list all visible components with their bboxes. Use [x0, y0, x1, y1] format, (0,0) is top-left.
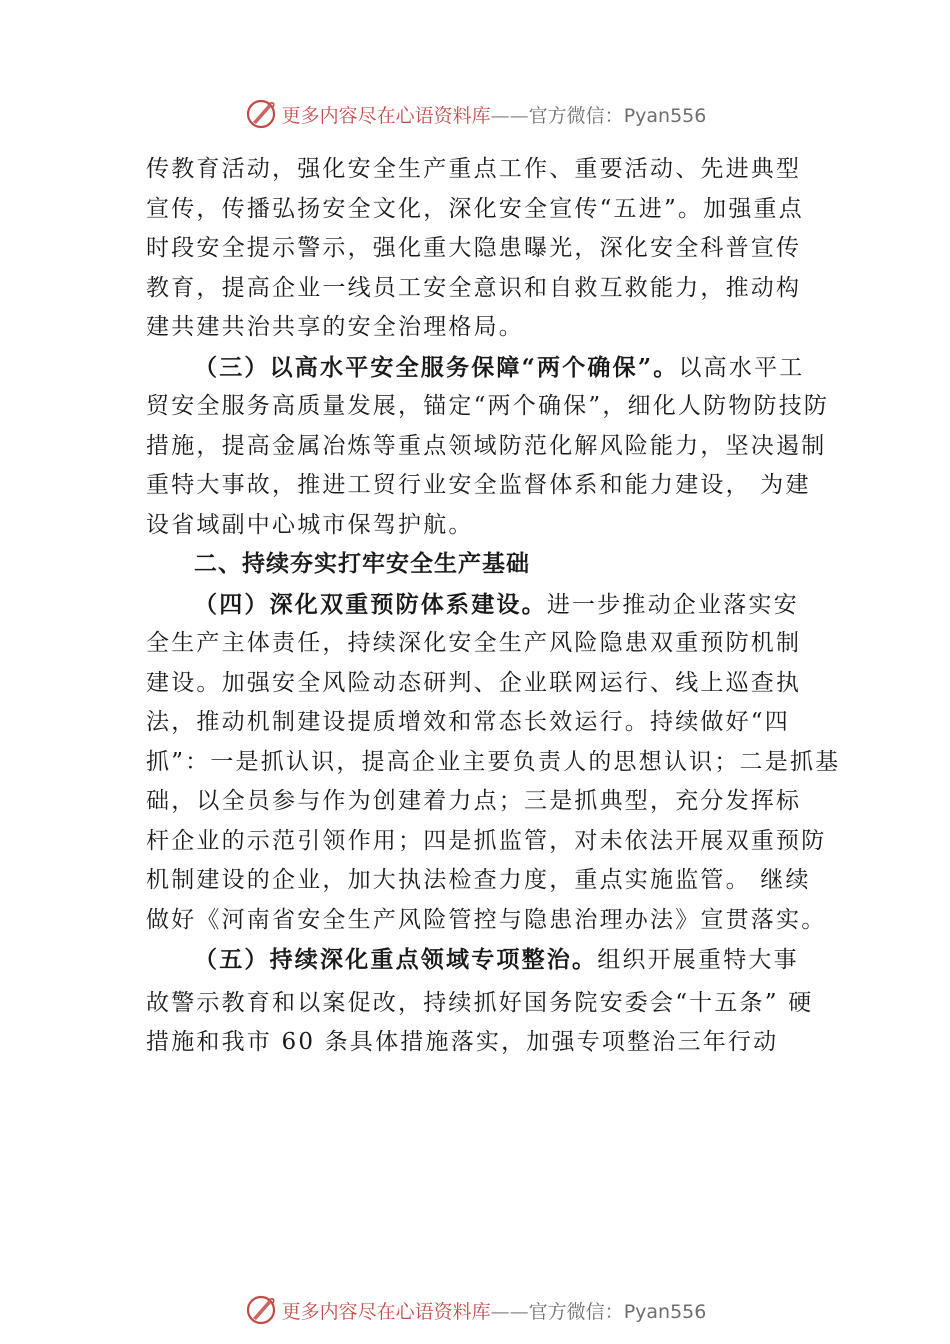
text-line: 础，以全员参与作为创建着力点；三是抓典型，充分发挥标 — [146, 788, 802, 814]
text-line: 故警示教育和以案促改，持续抓好国务院安委会“十五条” 硬 — [146, 989, 814, 1016]
text-line: 措施和我市 60 条具体措施落实，加强专项整治三年行动 — [146, 1029, 779, 1055]
text-line: 时段安全提示警示，强化重大隐患曝光，深化安全科普宣传 — [146, 235, 802, 261]
text-line: 法，推动机制建设提质增效和常态长效运行。持续做好“四 — [146, 709, 790, 735]
text-line: 建共建共治共享的安全治理格局。 — [146, 314, 524, 340]
section-5-title: （五）持续深化重点领域专项整治。 — [194, 946, 598, 973]
section-5-first-rest: 组织开展重特大事 — [597, 947, 799, 973]
text-line: 教育，提高企业一线员工安全意识和自救互救能力，推动构 — [146, 274, 802, 301]
document-body — [146, 150, 841, 1063]
section-4-title: （四）深化双重预防体系建设。 — [194, 590, 547, 618]
section-heading-2: 二、持续夯实打牢安全生产基础 — [194, 551, 530, 577]
quill-logo-icon — [244, 97, 278, 131]
text-line: 全生产主体责任，持续深化安全生产风险隐患双重预防机制 — [146, 630, 802, 656]
banner-wechat-label: 官方微信： — [528, 104, 624, 127]
quill-logo-icon — [244, 1293, 278, 1327]
banner-wechat-handle: Pyan556 — [623, 104, 707, 127]
banner-text — [282, 1297, 707, 1324]
text-line: 传教育活动，强化安全生产重点工作、重要活动、先进典型 — [146, 156, 802, 182]
banner-separator: —— — [490, 1300, 529, 1323]
footer-banner — [0, 1290, 950, 1330]
text-line: 宣传，传播弘扬安全文化，深化安全宣传“五进”。加强重点 — [146, 195, 804, 222]
banner-main-text: 更多内容尽在心语资料库 — [281, 104, 491, 127]
section-5-first-line — [146, 940, 818, 980]
section-3-title: （三）以高水平安全服务保障“两个确保”。 — [194, 353, 679, 381]
header-banner — [0, 94, 950, 134]
text-line: 措施，提高金属冶炼等重点领域防范化解风险能力，坚决遏制 — [146, 432, 827, 459]
section-4-first-rest: 进一步推动企业落实安 — [546, 591, 799, 618]
text-line: 抓”：一是抓认识，提高企业主要负责人的思想认识；二是抓基 — [146, 748, 841, 775]
text-line: 贸安全服务高质量发展，锚定“两个确保”，细化人防物防技防 — [146, 393, 830, 419]
banner-wechat-handle: Pyan556 — [623, 1300, 707, 1323]
section-3-first-line — [146, 348, 818, 388]
section-4-first-line — [146, 585, 818, 625]
text-line: 建设。加强安全风险动态研判、企业联网运行、线上巡查执 — [146, 669, 802, 696]
banner-wechat-label: 官方微信： — [528, 1300, 624, 1323]
banner-main-text: 更多内容尽在心语资料库 — [281, 1300, 491, 1323]
text-line: 机制建设的企业，加大执法检查力度，重点实施监管。 继续 — [146, 867, 811, 893]
text-line: 做好《河南省安全生产风险管控与隐患治理办法》宣贯落实。 — [146, 906, 827, 933]
text-line: 杆企业的示范引领作用；四是抓监管，对未依法开展双重预防 — [146, 827, 827, 854]
text-line: 设省域副中心城市保驾护航。 — [146, 511, 474, 538]
section-3-first-rest: 以高水平工 — [678, 354, 805, 381]
banner-text — [282, 101, 707, 128]
banner-separator: —— — [490, 104, 529, 127]
text-line: 重特大事故，推进工贸行业安全监督体系和能力建设， 为建 — [146, 472, 811, 498]
